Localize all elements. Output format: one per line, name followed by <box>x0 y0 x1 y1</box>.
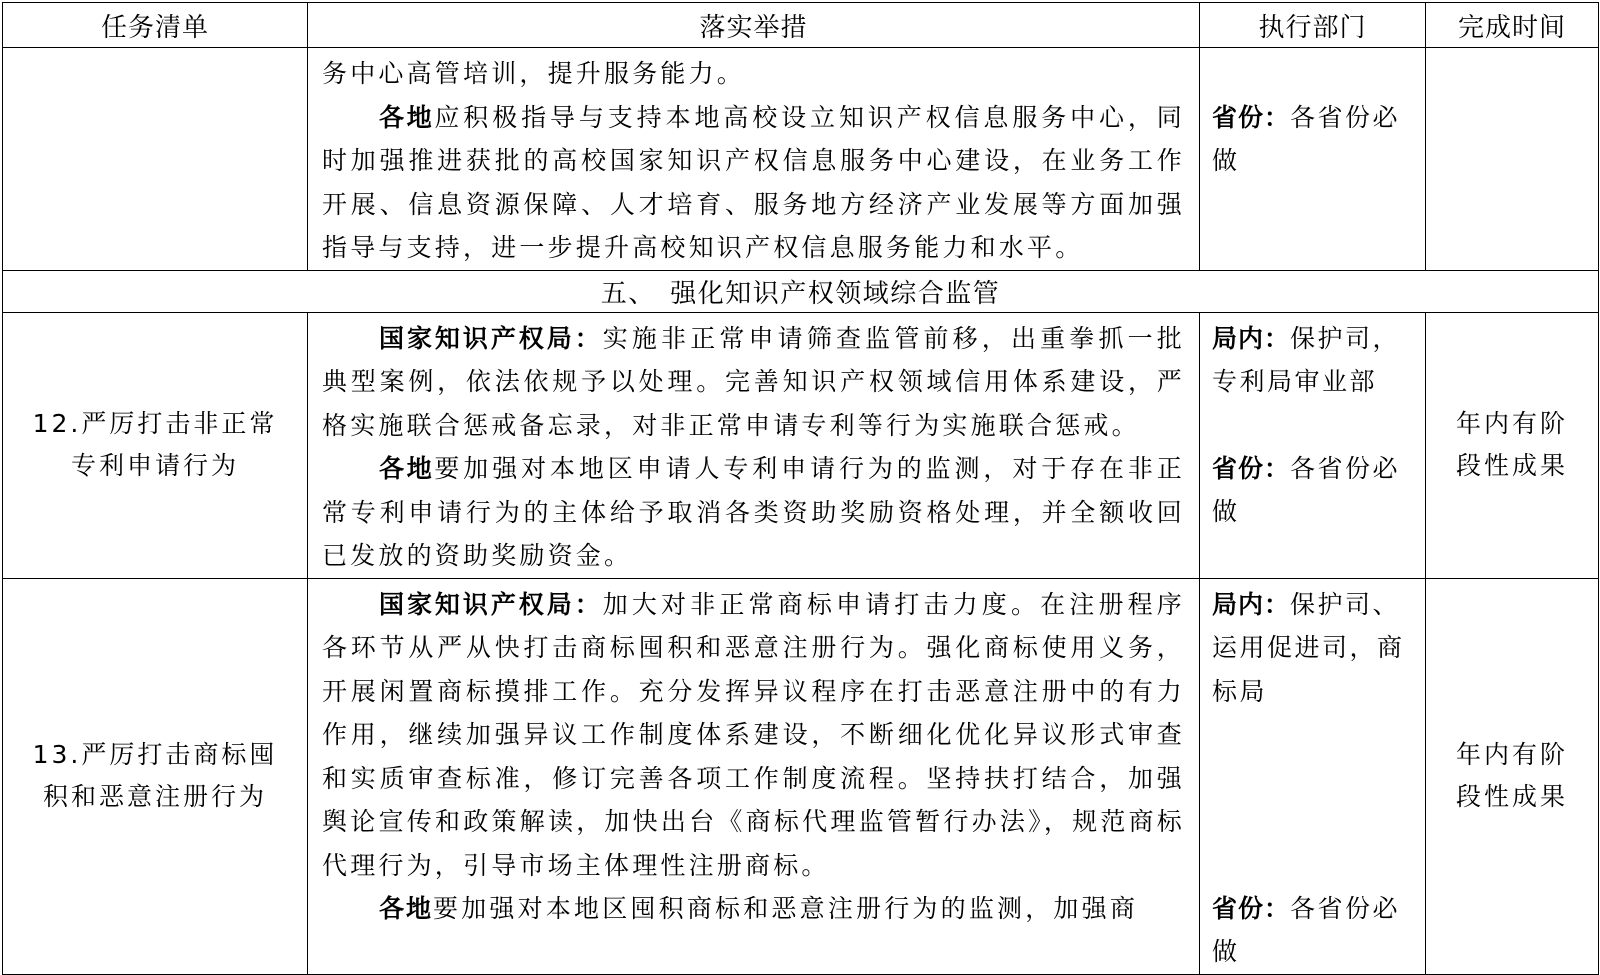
measure-paragraph <box>322 887 1185 931</box>
measure-paragraph <box>322 583 1185 888</box>
dept-lead: 局内： <box>1212 323 1291 353</box>
time-line: 段性成果 <box>1455 782 1568 811</box>
measure-lead: 各地 <box>379 102 435 132</box>
task-name-line: 13.严厉打击商标囤 <box>32 740 278 769</box>
dept-text: 各省份必做 <box>1212 893 1401 966</box>
measure-lead: 各地 <box>379 454 435 483</box>
task-cell-empty <box>3 48 308 271</box>
measure-paragraph: 务中心高管培训，提升服务能力。 <box>322 59 746 88</box>
task-table <box>2 2 1599 975</box>
measures-cell <box>308 48 1200 271</box>
measure-text: 要加强对本地区申请人专利申请行为的监测，对于存在非正常专利申请行为的主体给予取消各类资助奖励资格处理，并全额收回已发放的资助奖励资金。 <box>322 454 1185 570</box>
dept-lead: 省份： <box>1212 453 1291 483</box>
measure-paragraph <box>322 447 1185 578</box>
task-name-line: 积和恶意注册行为 <box>42 782 267 811</box>
measure-paragraph <box>322 317 1185 448</box>
task-name-cell <box>3 578 308 974</box>
task-name-line: 12.严厉打击非正常 <box>32 409 278 438</box>
header-task-list: 任务清单 <box>3 3 308 48</box>
task-name-line: 专利申请行为 <box>70 451 239 480</box>
time-line: 年内有阶 <box>1455 740 1568 769</box>
completion-time-cell <box>1426 578 1599 974</box>
measure-text: 应积极指导与支持本地高校设立知识产权信息服务中心，同时加强推进获批的高校国家知识产权信息服务中心建设，在业务工作开展、信息资源保障、人才培育、服务地方经济产业发展等方面加强指导与支持，进一步提升高校知识产权信息服务能力和水平。 <box>322 102 1185 262</box>
measures-cell <box>308 578 1200 974</box>
dept-lead: 省份： <box>1212 893 1291 923</box>
table-row <box>3 312 1599 578</box>
header-measures: 落实举措 <box>308 3 1200 48</box>
measure-lead: 各地 <box>379 894 434 923</box>
department-cell <box>1200 312 1426 578</box>
completion-time-cell <box>1426 312 1599 578</box>
dept-lead: 省份： <box>1212 102 1291 132</box>
header-department: 执行部门 <box>1200 3 1426 48</box>
department-cell <box>1200 48 1426 271</box>
table-row <box>3 48 1599 271</box>
measure-paragraph <box>322 96 1185 270</box>
measure-text: 实施非正常申请筛查监管前移，出重拳抓一批典型案例，依法依规予以处理。完善知识产权领域信用体系建设，严格实施联合惩戒备忘录，对非正常申请专利等行为实施联合惩戒。 <box>322 323 1185 440</box>
measures-cell <box>308 312 1200 578</box>
table-row <box>3 578 1599 974</box>
dept-text: 保护司、运用促进司，商标局 <box>1212 589 1405 706</box>
dept-text: 各省份必做 <box>1212 102 1401 175</box>
measure-text: 要加强对本地区囤积商标和恶意注册行为的监测，加强商 <box>433 894 1139 923</box>
time-cell-empty <box>1426 48 1599 271</box>
table-header-row <box>3 3 1599 48</box>
section-heading: 五、 强化知识产权领域综合监管 <box>3 270 1599 312</box>
dept-lead: 局内： <box>1212 589 1291 619</box>
task-name-cell <box>3 312 308 578</box>
document-page <box>2 2 1598 966</box>
dept-text: 各省份必做 <box>1212 453 1401 526</box>
time-line: 段性成果 <box>1455 451 1568 480</box>
measure-lead: 国家知识产权局： <box>379 589 603 619</box>
section-row <box>3 270 1599 312</box>
header-completion-time: 完成时间 <box>1426 3 1599 48</box>
dept-text: 保护司，专利局审业部 <box>1212 323 1401 396</box>
time-line: 年内有阶 <box>1455 409 1568 438</box>
measure-lead: 国家知识产权局： <box>379 323 603 353</box>
department-cell <box>1200 578 1426 974</box>
measure-text: 加大对非正常商标申请打击力度。在注册程序各环节从严从快打击商标囤积和恶意注册行为。强化商标使用义务，开展闲置商标摸排工作。充分发挥异议程序在打击恶意注册中的有力作用，继续加强异议工作制度体系建设，不断细化优化异议形式审查和实质审查标准，修订完善各项工作制度流程。坚持扶打结合，加强舆论宣传和政策解读，加快出台《商标代理监管暂行办法》，规范商标代理行为，引导市场主体理性注册商标。 <box>322 589 1185 880</box>
